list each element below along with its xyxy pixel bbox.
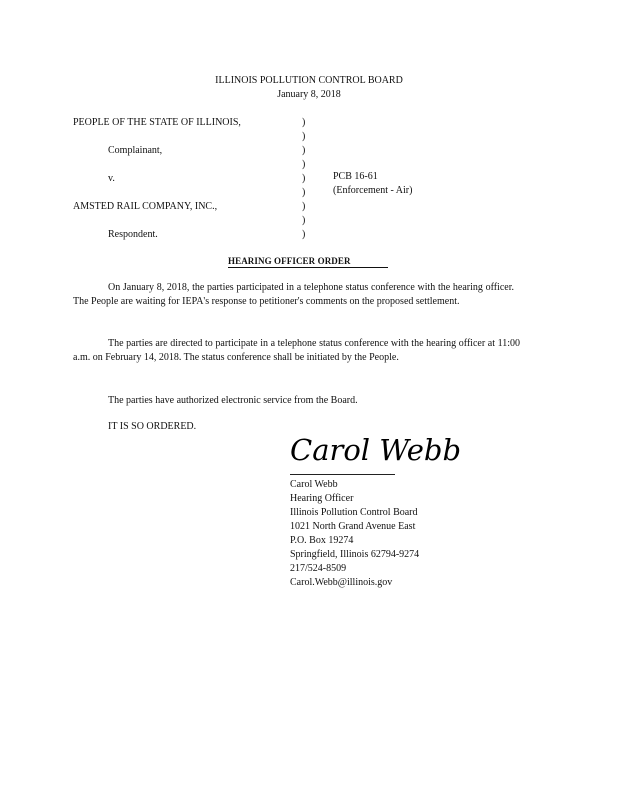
defendant-name: AMSTED RAIL COMPANY, INC., (73, 201, 218, 212)
paren: ) (302, 173, 306, 184)
paren: ) (302, 131, 306, 142)
order-title-underline (228, 255, 388, 268)
defendant-role: Respondent. (108, 229, 158, 240)
signature-text: Carol Webb (290, 433, 462, 467)
plaintiff-name: PEOPLE OF THE STATE OF ILLINOIS, (73, 117, 241, 128)
case-number: PCB 16-61 (333, 171, 378, 182)
signature-line (290, 474, 395, 475)
order-date: January 8, 2018 (277, 89, 341, 100)
case-type: (Enforcement - Air) (333, 185, 413, 196)
caption-parentheses (302, 116, 305, 242)
paren: ) (302, 201, 306, 212)
email-address: Carol.Webb@illinois.gov (290, 577, 393, 588)
agency-header: ILLINOIS POLLUTION CONTROL BOARD (215, 75, 403, 86)
paren: ) (302, 187, 306, 198)
phone-number: 217/524-8509 (290, 563, 347, 574)
signer-name: Carol Webb (290, 479, 338, 490)
paren: ) (302, 117, 306, 128)
paragraph-3: The parties have authorized electronic service from the Board. (108, 395, 358, 406)
order-title: HEARING OFFICER ORDER (228, 256, 351, 266)
city-state-zip: Springfield, Illinois 62794-9274 (290, 549, 420, 560)
paren: ) (302, 145, 306, 156)
street-address: 1021 North Grand Avenue East (290, 521, 416, 532)
paren: ) (302, 159, 306, 170)
plaintiff-role: Complainant, (108, 145, 163, 156)
signer-title: Hearing Officer (290, 493, 354, 504)
paragraph-2: The parties are directed to participate in a telephone status conference with the hearing officer at 11:00 a.m. on February 14, 2018. The status conference shall be initiated by the People. (73, 338, 520, 363)
versus: v. (108, 173, 115, 184)
po-box: P.O. Box 19274 (290, 535, 354, 546)
paren: ) (302, 229, 306, 240)
so-ordered: IT IS SO ORDERED. (108, 421, 197, 432)
paragraph-1: On January 8, 2018, the parties participated in a telephone status conference with the hearing officer. The People are waiting for IEPA's response to petitioner's comments on the proposed settlement. (73, 282, 514, 307)
signer-organization: Illinois Pollution Control Board (290, 507, 418, 518)
paren: ) (302, 215, 306, 226)
handwritten-signature (288, 430, 462, 468)
